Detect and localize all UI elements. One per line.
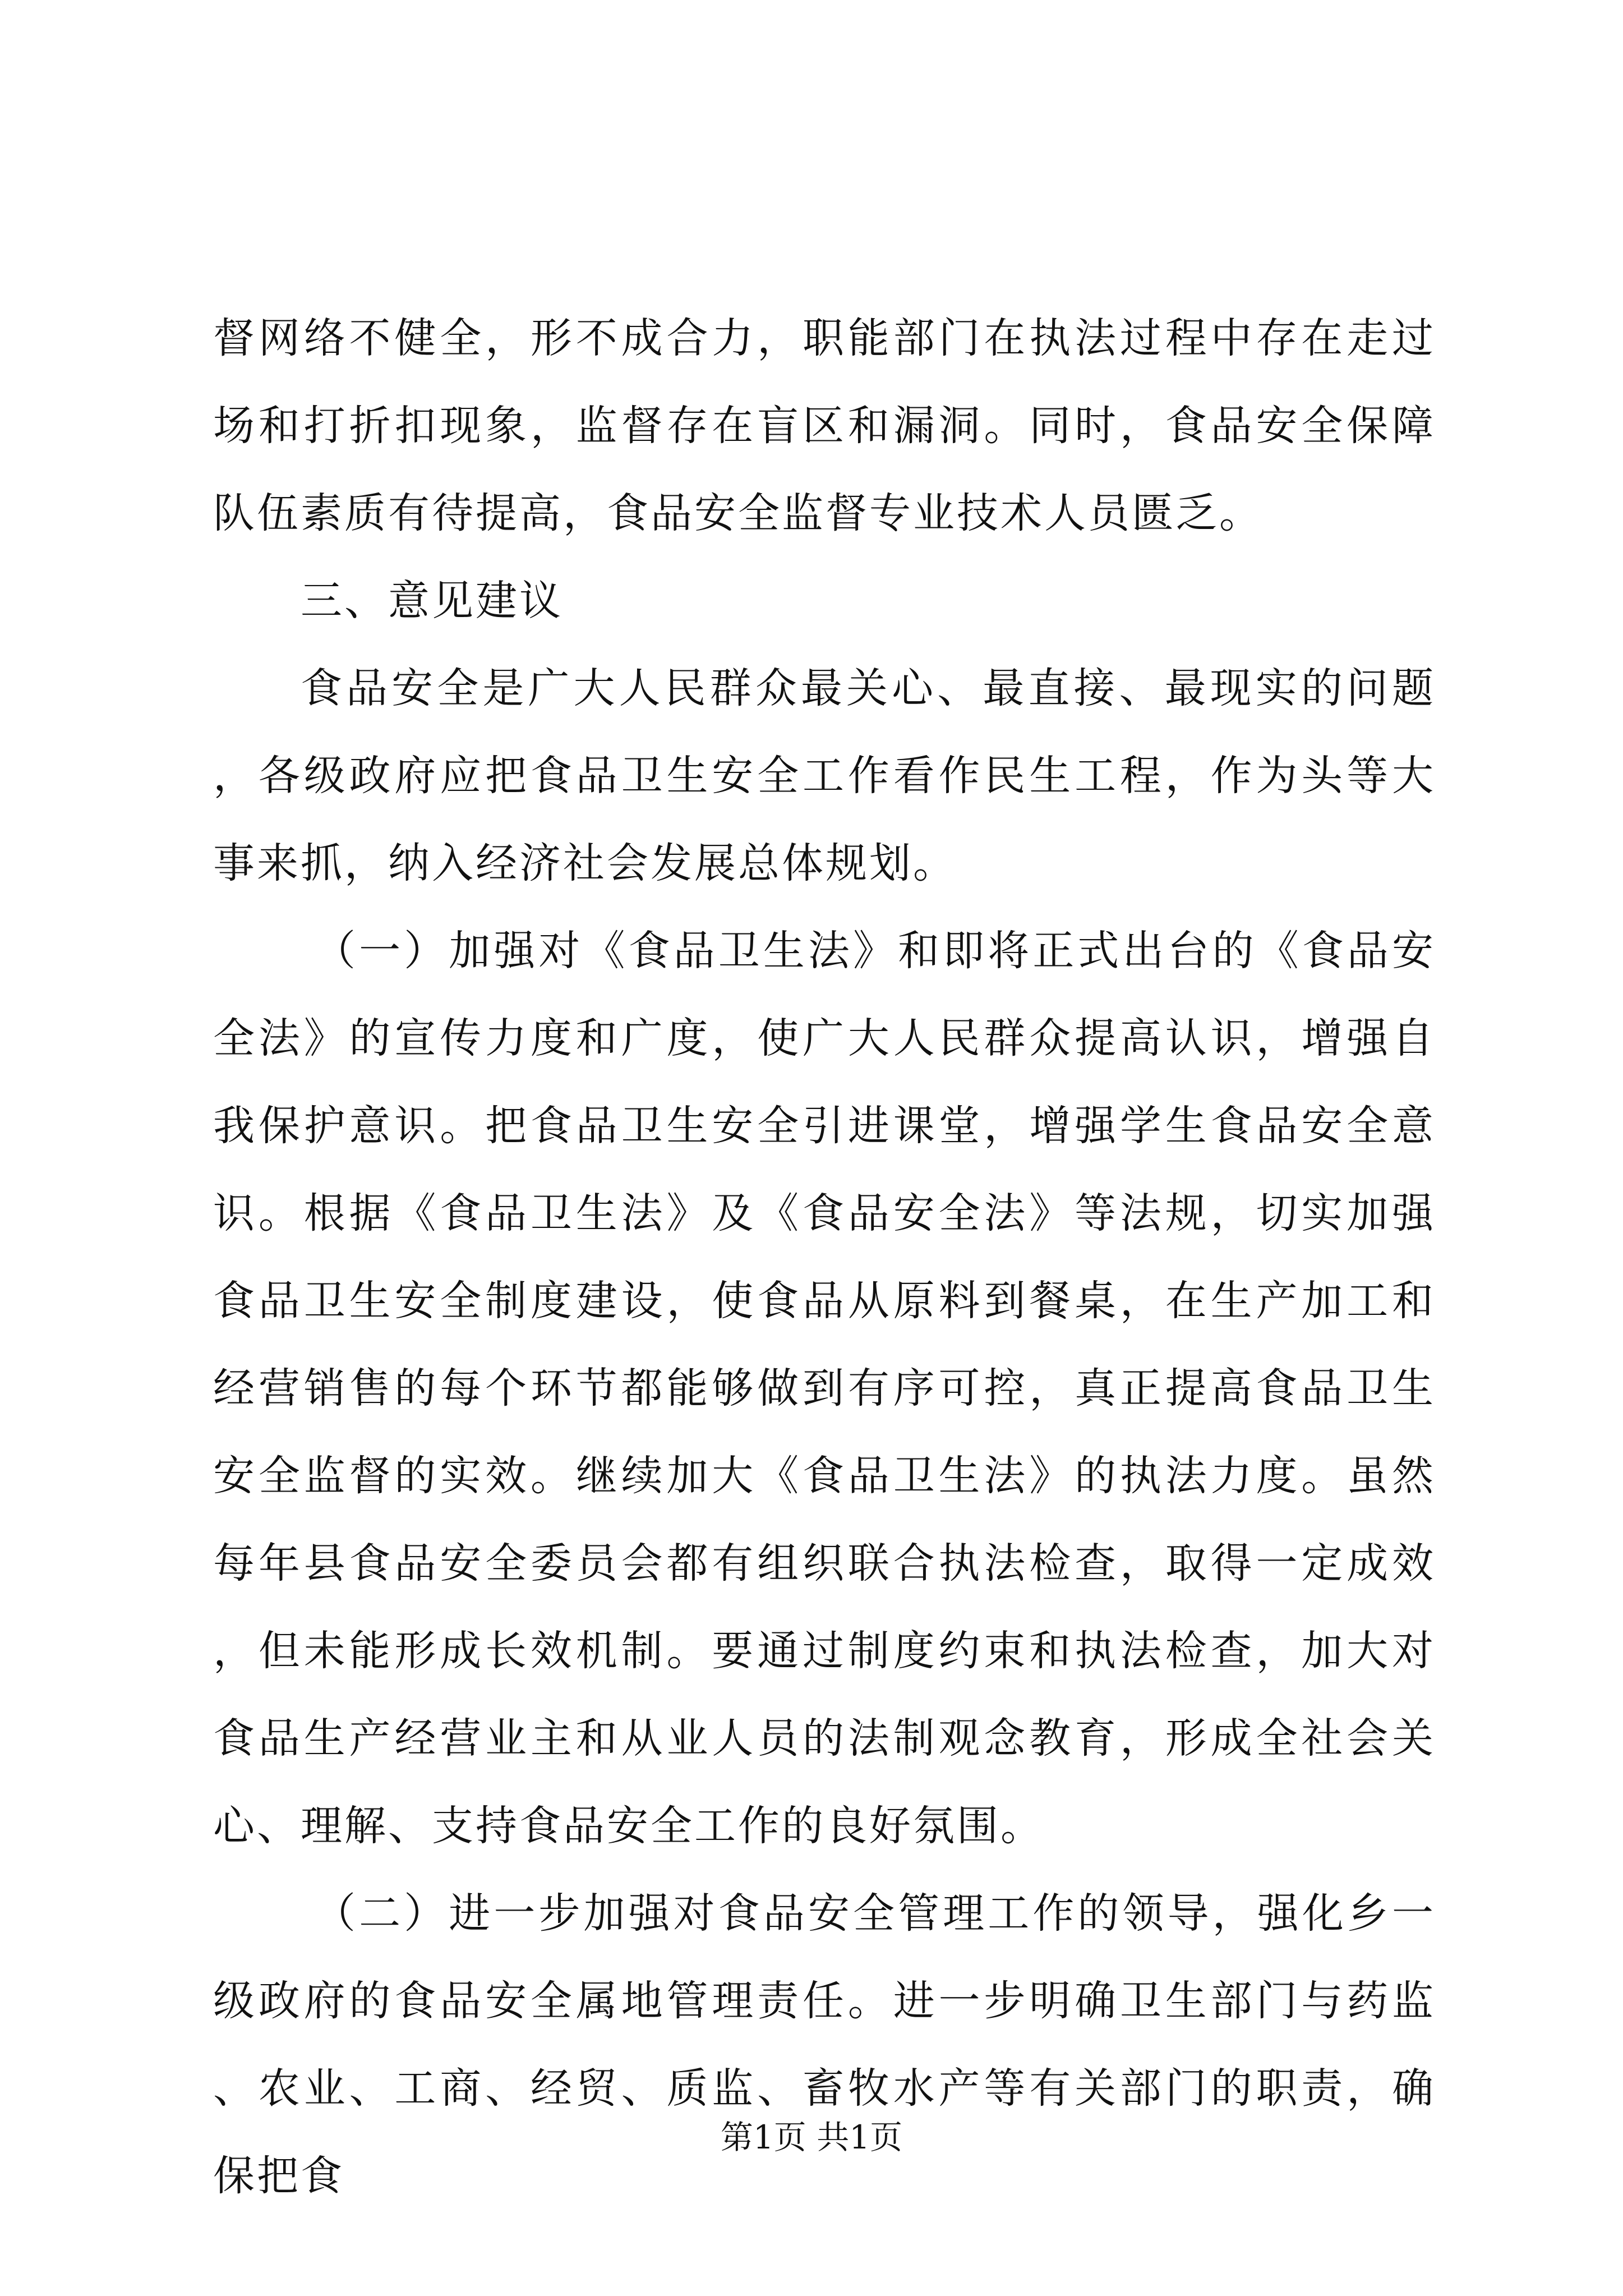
section-heading: 三、意见建议: [301, 577, 563, 625]
paragraph-point-2: （二）进一步加强对食品安全管理工作的领导，强化乡一级政府的食品安全属地管理责任。进一步明确卫生部门与药监、农业、工商、经贸、质监、畜牧水产等有关部门的职责，确保把食: [213, 1889, 1436, 2200]
document-body: [213, 295, 1436, 2220]
paragraph-intro: 食品安全是广大人民群众最关心、最直接、最现实的问题，各级政府应把食品卫生安全工作看作民生工程，作为头等大事来抓，纳入经济社会发展总体规划。: [213, 664, 1436, 887]
paragraph-continuation: 督网络不健全，形不成合力，职能部门在执法过程中存在走过场和打折扣现象，监督存在盲区和漏洞。同时，食品安全保障队伍素质有待提高，食品安全监督专业技术人员匮乏。: [213, 314, 1436, 537]
page-footer: 第1页 共1页: [720, 2118, 903, 2156]
paragraph-point-1: （一）加强对《食品卫生法》和即将正式出台的《食品安全法》的宣传力度和广度，使广大人民群众提高认识，增强自我保护意识。把食品卫生安全引进课堂，增强学生食品安全意识。根据《食品卫生法》及《食品安全法》等法规，切实加强食品卫生安全制度建设，使食品从原料到餐桌，在生产加工和经营销售的每个环节都能够做到有序可控，真正提高食品卫生安全监督的实效。继续加大《食品卫生法》的执法力度。虽然每年县食品安全委员会都有组织联合执法检查，取得一定成效，但未能形成长效机制。要通过制度约束和执法检查，加大对食品生产经营业主和从业人员的法制观念教育，形成全社会关心、理解、支持食品安全工作的良好氛围。: [213, 927, 1436, 1850]
